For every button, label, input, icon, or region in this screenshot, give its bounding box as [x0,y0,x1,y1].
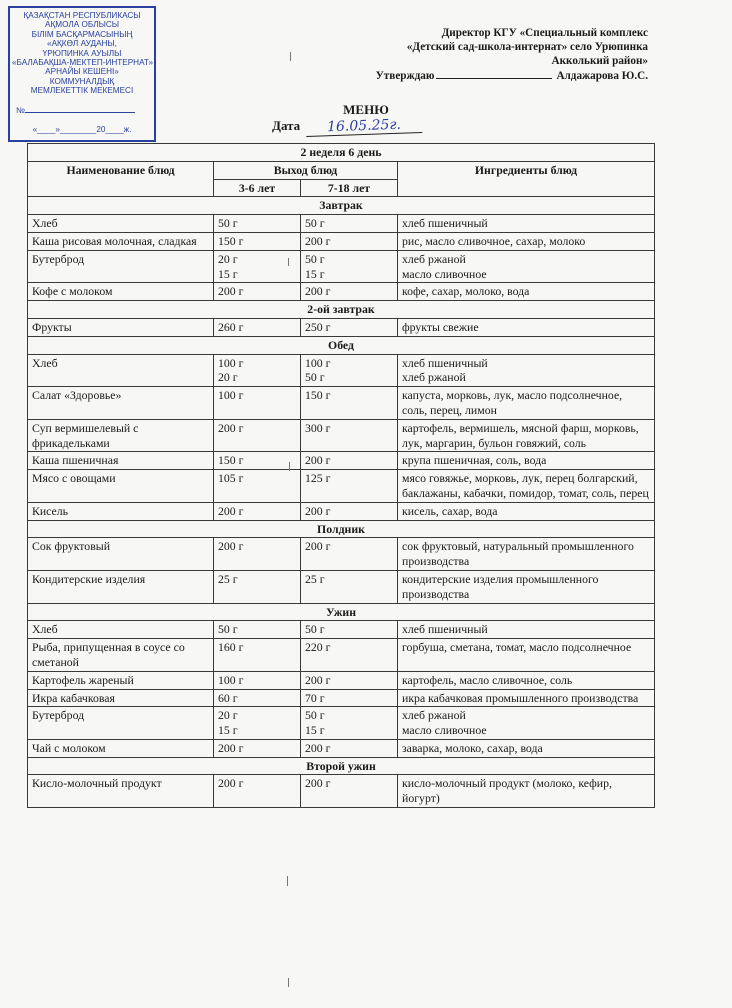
output-3-6-cell: 105 г [214,470,301,503]
dish-name-cell: Кисель [28,502,214,520]
table-row [28,775,655,808]
output-7-18-cell: 200 г [301,502,398,520]
output-3-6-cell: 150 г [214,452,301,470]
ingredients-cell: кофе, сахар, молоко, вода [398,283,655,301]
output-7-18-cell: 50 г [301,215,398,233]
table-row [28,250,655,283]
table-row [28,570,655,603]
output-3-6-cell: 200 г [214,502,301,520]
signature-blank [436,68,552,79]
output-7-18-cell: 200 г [301,283,398,301]
date-line [272,118,422,135]
section-title: 2-ой завтрак [28,301,655,319]
stamp-line: АРНАЙЫ КЕШЕНІ» [45,67,119,77]
pen-mark [289,462,290,471]
output-3-6-cell: 25 г [214,570,301,603]
approval-line-1: Директор КГУ «Специальный комплекс [441,27,648,39]
table-row [28,215,655,233]
dish-name-cell: Чай с молоком [28,739,214,757]
stamp-line: АҚМОЛА ОБЛЫСЫ [45,20,119,30]
table-row [28,283,655,301]
output-7-18-cell: 200 г [301,538,398,571]
dish-name-cell: Картофель жареный [28,671,214,689]
output-3-6-cell: 100 г 20 г [214,354,301,387]
section-row [28,603,655,621]
header-output: Выход блюд [214,161,398,179]
output-3-6-cell: 50 г [214,621,301,639]
output-7-18-cell: 150 г [301,387,398,420]
output-3-6-cell: 20 г 15 г [214,707,301,740]
output-7-18-cell: 300 г [301,419,398,452]
ingredients-cell: хлеб ржаной масло сливочное [398,250,655,283]
section-row [28,520,655,538]
output-7-18-cell: 70 г [301,689,398,707]
pen-mark [290,52,291,61]
ingredients-cell: капуста, морковь, лук, масло подсолнечное, соль, перец, лимон [398,387,655,420]
ingredients-cell: картофель, вермишель, мясной фарш, морковь, лук, маргарин, бульон говяжий, соль [398,419,655,452]
section-row [28,197,655,215]
output-3-6-cell: 100 г [214,387,301,420]
output-7-18-cell: 200 г [301,739,398,757]
output-3-6-cell: 200 г [214,419,301,452]
ingredients-cell: хлеб пшеничный [398,215,655,233]
output-7-18-cell: 100 г 50 г [301,354,398,387]
header-row [28,161,655,179]
table-row [28,739,655,757]
output-7-18-cell: 200 г [301,775,398,808]
table-row [28,452,655,470]
output-3-6-cell: 260 г [214,318,301,336]
table-row [28,707,655,740]
output-7-18-cell: 200 г [301,671,398,689]
dish-name-cell: Суп вермишелевый с фрикадельками [28,419,214,452]
ingredients-cell: хлеб ржаной масло сливочное [398,707,655,740]
dish-name-cell: Хлеб [28,215,214,233]
stamp-line: КОММУНАЛДЫҚ [49,76,115,86]
section-row [28,301,655,319]
output-3-6-cell: 160 г [214,639,301,672]
dish-name-cell: Кисло-молочный продукт [28,775,214,808]
stamp-line: «АҚКӨЛ АУДАНЫ, [47,39,117,49]
header-age-7-18: 7-18 лет [301,179,398,197]
pen-mark [287,876,288,886]
section-title: Обед [28,336,655,354]
output-3-6-cell: 200 г [214,283,301,301]
table-row [28,639,655,672]
dish-name-cell: Бутерброд [28,250,214,283]
output-7-18-cell: 200 г [301,232,398,250]
output-3-6-cell: 200 г [214,739,301,757]
stamp-line: ҮРЮПИНКА АУЫЛЫ [42,48,122,58]
dish-name-cell: Бутерброд [28,707,214,740]
header-dish-name: Наименование блюд [28,161,214,197]
output-7-18-cell: 200 г [301,452,398,470]
output-3-6-cell: 150 г [214,232,301,250]
dish-name-cell: Салат «Здоровье» [28,387,214,420]
date-label: Дата [272,118,301,133]
output-7-18-cell: 250 г [301,318,398,336]
dish-name-cell: Икра кабачковая [28,689,214,707]
week-day-cell: 2 неделя 6 день [28,144,655,162]
dish-name-cell: Мясо с овощами [28,470,214,503]
ingredients-cell: икра кабачковая промышленного производства [398,689,655,707]
dish-name-cell: Каша пшеничная [28,452,214,470]
table-row [28,318,655,336]
dish-name-cell: Кондитерские изделия [28,570,214,603]
ingredients-cell: хлеб пшеничный [398,621,655,639]
output-7-18-cell: 25 г [301,570,398,603]
ingredients-cell: крупа пшеничная, соль, вода [398,452,655,470]
official-stamp [8,6,156,142]
approval-line-3: Акколький район» [551,55,648,67]
dish-name-cell: Кофе с молоком [28,283,214,301]
ingredients-cell: кондитерские изделия промышленного производства [398,570,655,603]
output-3-6-cell: 200 г [214,538,301,571]
dish-name-cell: Каша рисовая молочная, сладкая [28,232,214,250]
output-7-18-cell: 50 г 15 г [301,707,398,740]
approve-label: Утверждаю [375,70,435,82]
section-row [28,757,655,775]
approval-block [248,26,648,83]
stamp-text [12,11,152,96]
ingredients-cell: сок фруктовый, натуральный промышленного производства [398,538,655,571]
ingredients-cell: кисель, сахар, вода [398,502,655,520]
output-7-18-cell: 50 г 15 г [301,250,398,283]
week-day-row [28,144,655,162]
section-title: Второй ужин [28,757,655,775]
table-row [28,232,655,250]
handwritten-date: 16.05.25г. [306,116,423,137]
table-row [28,419,655,452]
ingredients-cell: горбуша, сметана, томат, масло подсолнечное [398,639,655,672]
header-ingredients: Ингредиенты блюд [398,161,655,197]
table-row [28,502,655,520]
menu-table [27,143,655,808]
section-title: Полдник [28,520,655,538]
output-3-6-cell: 50 г [214,215,301,233]
output-7-18-cell: 125 г [301,470,398,503]
output-3-6-cell: 200 г [214,775,301,808]
dish-name-cell: Фрукты [28,318,214,336]
stamp-line: МЕМЛЕКЕТТІК МЕКЕМЕСІ [30,86,134,96]
dish-name-cell: Хлеб [28,621,214,639]
signer-name: Алдажарова Ю.С. [556,70,648,82]
dish-name-cell: Сок фруктовый [28,538,214,571]
stamp-line: БІЛІМ БАСҚАРМАСЫНЫҢ [31,29,133,39]
stamp-line: «БАЛАБАҚША-МЕКТЕП-ИНТЕРНАТ» [12,58,154,68]
ingredients-cell: рис, масло сливочное, сахар, молоко [398,232,655,250]
table-row [28,387,655,420]
ingredients-cell: мясо говяжье, морковь, лук, перец болгарский, баклажаны, кабачки, помидор, томат, соль, перец [398,470,655,503]
table-row [28,538,655,571]
header-age-3-6: 3-6 лет [214,179,301,197]
dish-name-cell: Хлеб [28,354,214,387]
ingredients-cell: картофель, масло сливочное, соль [398,671,655,689]
output-7-18-cell: 50 г [301,621,398,639]
output-3-6-cell: 60 г [214,689,301,707]
table-row [28,689,655,707]
page-title: МЕНЮ [343,102,389,117]
stamp-date-line: «____»________20____ж. [32,125,132,135]
table-row [28,470,655,503]
stamp-line: ҚАЗАҚСТАН РЕСПУБЛИКАСЫ [23,11,141,20]
pen-mark [288,978,289,987]
ingredients-cell: заварка, молоко, сахар, вода [398,739,655,757]
stamp-number-label: № [16,105,25,115]
ingredients-cell: кисло-молочный продукт (молоко, кефир, йогурт) [398,775,655,808]
ingredients-cell: хлеб пшеничный хлеб ржаной [398,354,655,387]
output-7-18-cell: 220 г [301,639,398,672]
section-title: Завтрак [28,197,655,215]
approval-line-2: «Детский сад-школа-интернат» село Урюпинка [406,41,648,53]
output-3-6-cell: 20 г 15 г [214,250,301,283]
table-row [28,354,655,387]
dish-name-cell: Рыба, припущенная в соусе со сметаной [28,639,214,672]
output-3-6-cell: 100 г [214,671,301,689]
ingredients-cell: фрукты свежие [398,318,655,336]
pen-mark [288,258,289,266]
table-row [28,621,655,639]
approval-signature-line [248,68,648,83]
section-title: Ужин [28,603,655,621]
section-row [28,336,655,354]
table-row [28,671,655,689]
